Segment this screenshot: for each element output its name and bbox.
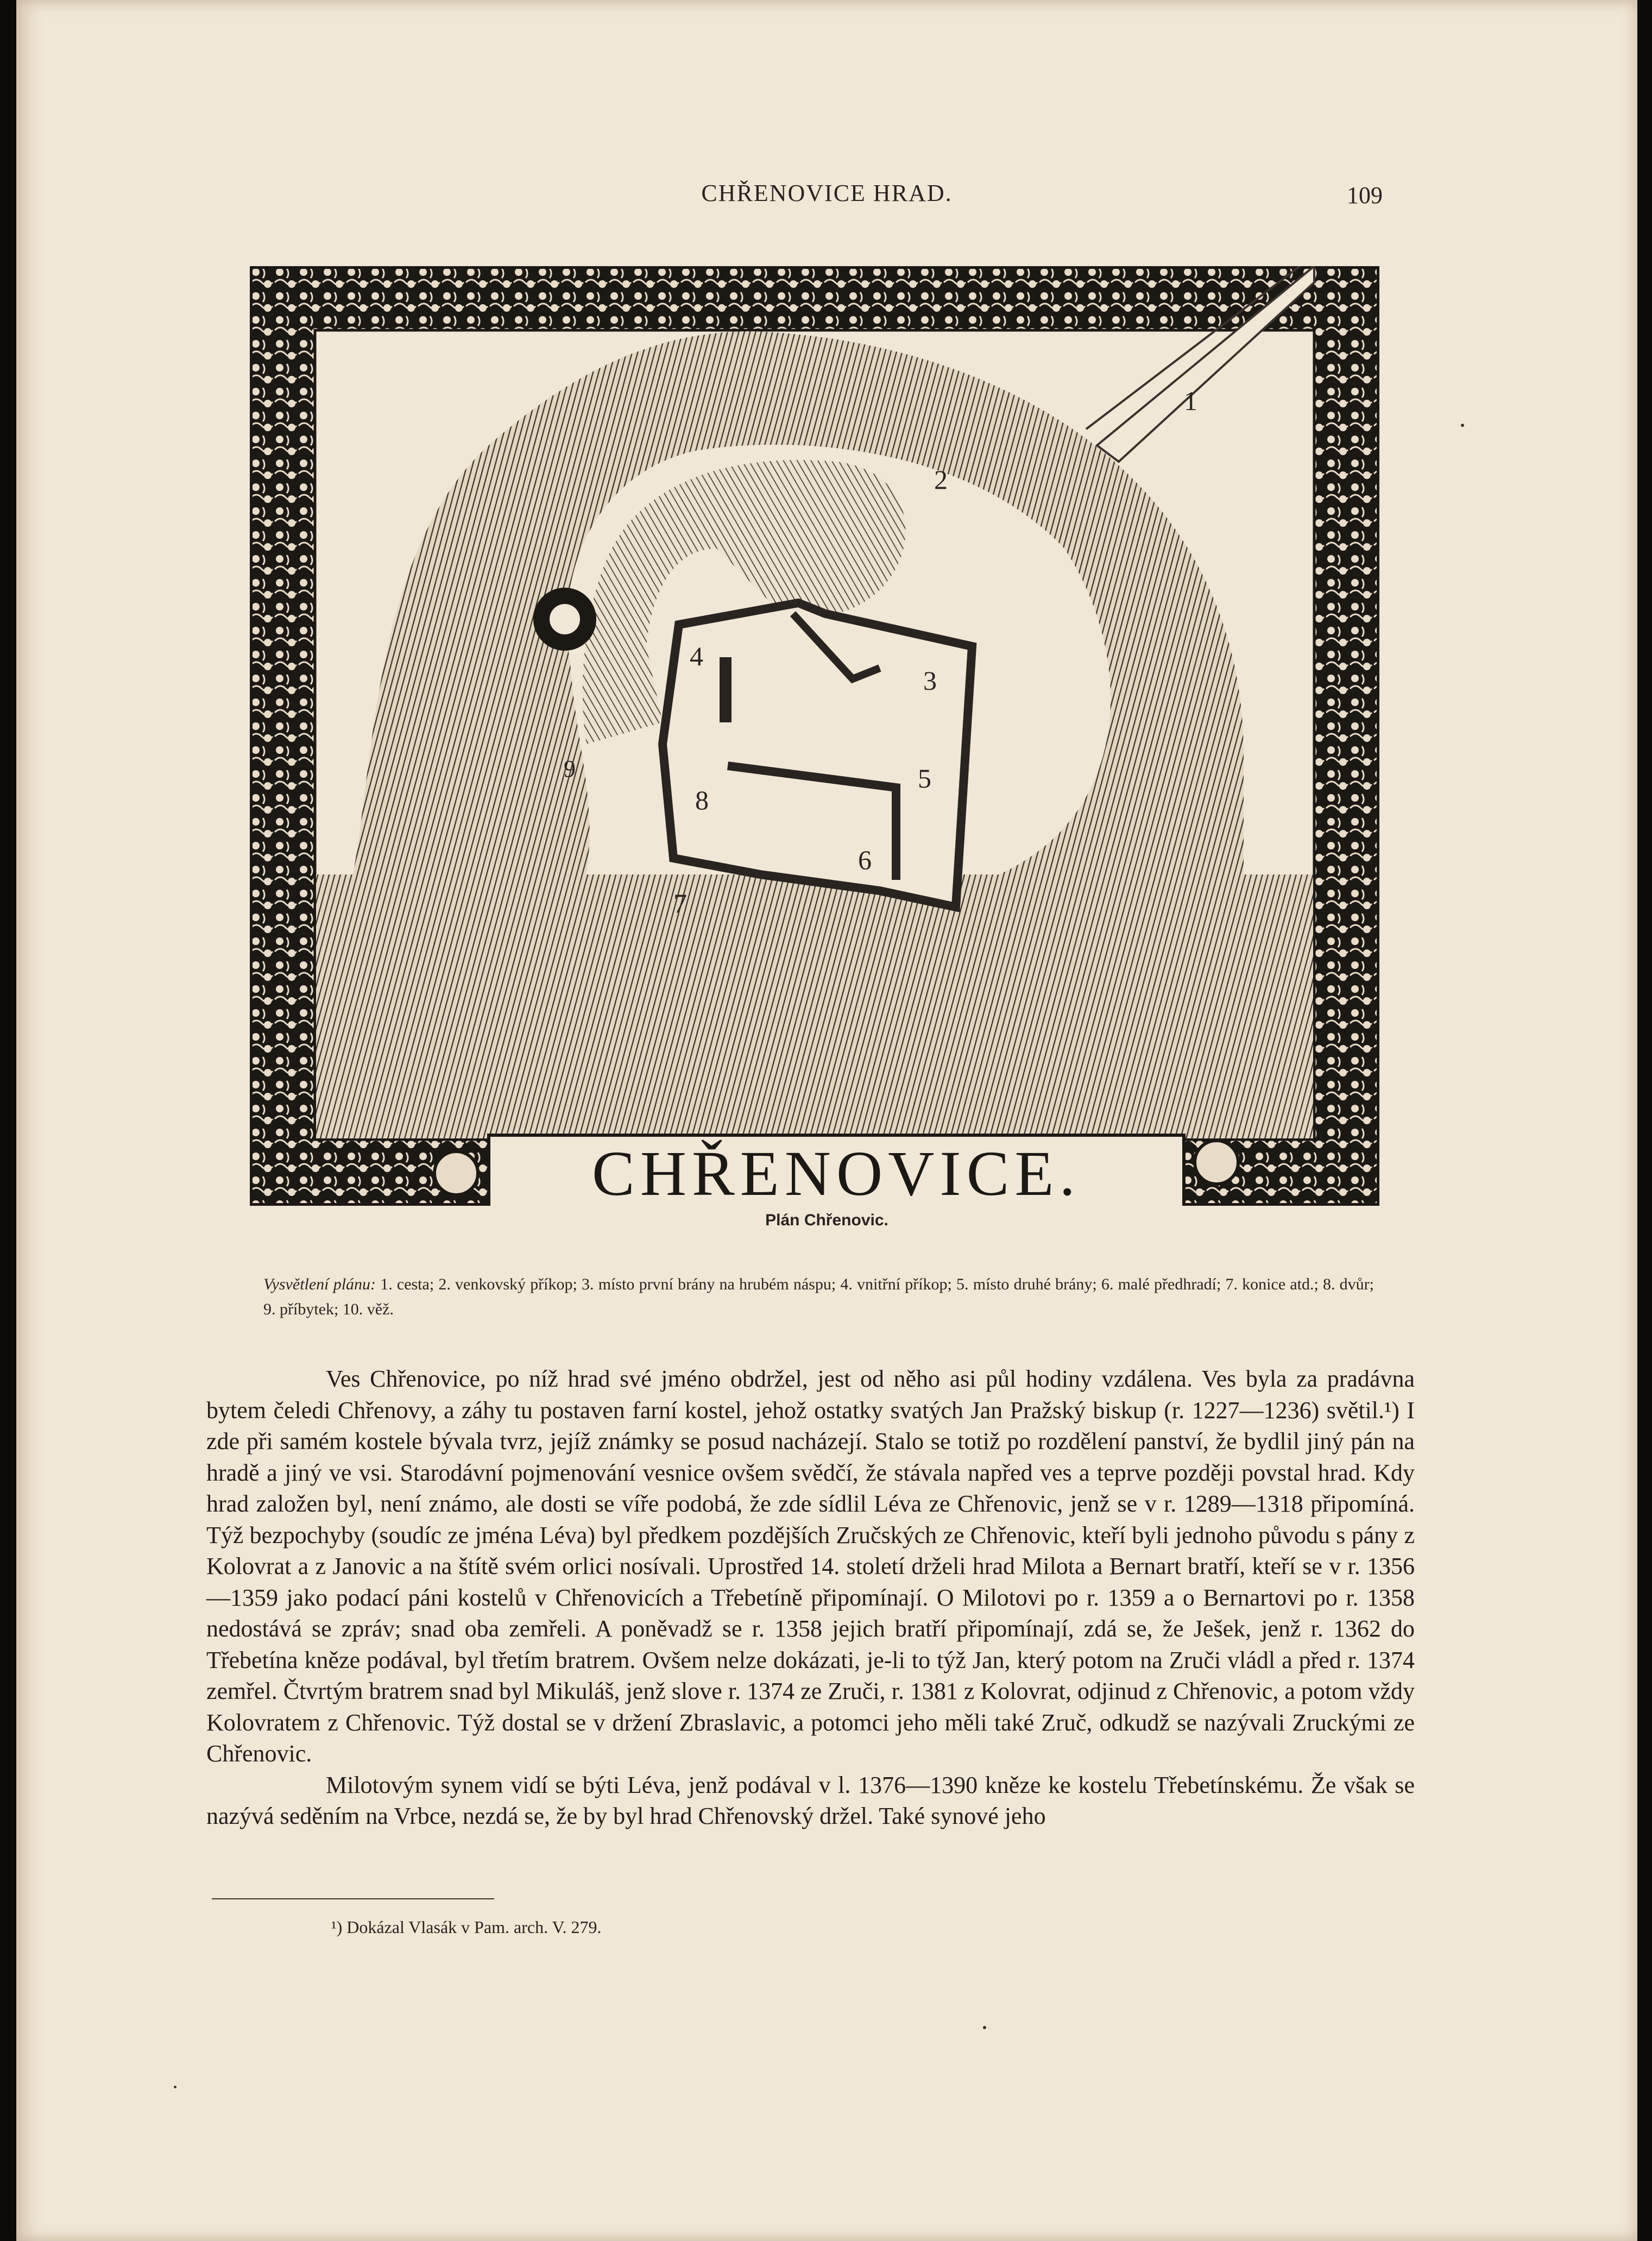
page-number: 109 [1347,182,1383,209]
body-paragraph-1: Ves Chřenovice, po níž hrad své jméno obdržel, jest od něho asi půl hodiny vzdálena. Ves byla za pradávna bytem čeledi Chřenovy, a záhy tu postaven farní kostel, jehož ostatky svatých Jan Pražský biskup (r. 1227—1236) světil.¹) I zde při samém kostele bývala tvrz, jejíž známky se posud nacházejí. Stalo se totiž po rozdělení panství, že bydlil jiný pán na hradě a jiný ve vsi. Starodávní pojmenování vesnice ovšem svědčí, že stávala napřed ves a teprve později povstal hrad. Kdy hrad založen byl, není známo, ale dosti se víře podobá, že zde sídlil Léva ze Chřenovic, jenž se v r. 1289—1318 připomíná. Týž bezpochyby (soudíc ze jména Léva) byl předkem pozdějších Zručských ze Chřenovic, kteří byli jednoho původu s pány z Kolovrat a z Janovic a na štítě svém orlici nosívali. Uprostřed 14. století drželi hrad Milota a Bernart bratří, kteří se v r. 1356—1359 jako podací páni kostelů v Chřenovicích a Třebetíně připomínají. O Milotovi po r. 1359 a o Bernartovi po r. 1358 nedostává se zpráv; snad oba zemřeli. A poněvadž se r. 1358 jejich bratří připomínají, zdá se, že Ješek, jenž r. 1362 do Třebetína kněze podával, byl třetím bratrem. Ovšem nelze dokázati, je-li to týž Jan, který potom na Zruči vládl a před r. 1374 zemřel. Čtvrtým bratrem snad byl Mikuláš, jenž slove r. 1374 ze Zruči, r. 1381 z Kolovrat, odjinud z Chřenovic, a potom vždy Kolovratem z Chřenovic. Týž dostal se v držení Zbraslavic, a potomci jeho měli také Zruč, odkudž se nazývali Zruckými ze Chřenovic. [206,1365,1415,1767]
figure-caption-title: Plán Chřenovic. [765,1211,888,1229]
book-page [16,0,1637,2241]
marker-5: 5 [918,763,931,794]
footnote: ¹) Dokázal Vlasák v Pam. arch. V. 279. [331,1917,602,1937]
marker-1: 1 [1184,386,1197,416]
marker-9: 9 [564,756,576,782]
footnote-rule [212,1898,494,1899]
paper-speck [1461,424,1464,427]
paper-speck [983,2026,986,2029]
title-banner [434,1135,1238,1206]
marker-8: 8 [695,785,709,815]
marker-10: 10 [554,610,573,632]
marker-3: 3 [923,665,937,696]
marker-2: 2 [934,464,948,495]
page-header [16,179,1637,223]
running-title: CHŘENOVICE HRAD. [701,180,953,206]
marker-6: 6 [858,845,872,875]
marker-7: 7 [673,888,687,918]
legend-label: Vysvětlení plánu: [263,1275,376,1293]
castle-plan-illustration [250,266,1379,1206]
banner-title: CHŘENOVICE. [592,1138,1081,1206]
paper-speck [174,2086,176,2088]
figure-legend [263,1272,1374,1322]
body-paragraph-2: Milotovým synem vidí se býti Léva, jenž podával v l. 1376—1390 kněze ke kostelu Třebetínskému. Že však se nazývá seděním na Vrbce, nezdá se, že by byl hrad Chřenovský držel. Také synové jeho [206,1771,1415,1829]
body-text [206,1363,1415,1832]
legend-text: 1. cesta; 2. venkovský příkop; 3. místo první brány na hrubém náspu; 4. vnitřní příkop; 5. místo druhé brány; 6. malé předhradí; 7. konice atd.; 8. dvůr; 9. příbytek; 10. věž. [263,1275,1374,1318]
marker-4: 4 [690,641,703,671]
